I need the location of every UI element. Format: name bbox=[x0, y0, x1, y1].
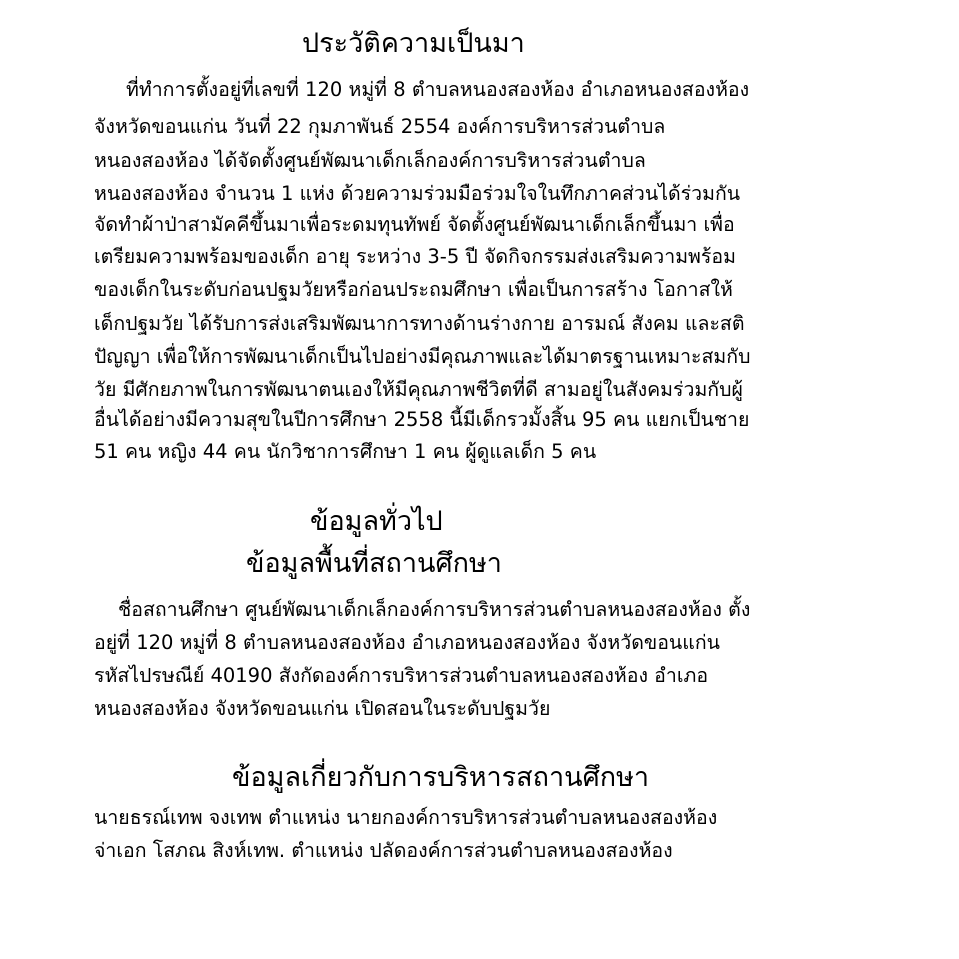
area-line-3: รหัสไปรษณีย์ 40190 สังกัดองค์การบริหารส่วนตำบลหนองสองห้อง อำเภอ bbox=[94, 664, 709, 687]
history-line-5: จัดทำผ้าป่าสามัคคีขึ้นมาเพื่อระดมทุนทัพย์ จัดตั้งศูนย์พัฒนาเด็กเล็กขึ้นมา เพื่อ bbox=[94, 213, 735, 236]
history-line-3: หนองสองห้อง ได้จัดตั้งศูนย์พัฒนาเด็กเล็กองค์การบริหารส่วนตำบล bbox=[94, 149, 646, 172]
admin-line-1: นายธรณ์เทพ จงเทพ ตำแหน่ง นายกองค์การบริหารส่วนตำบลหนองสองห้อง bbox=[94, 806, 718, 829]
area-line-2: อยู่ที่ 120 หมู่ที่ 8 ตำบลหนองสองห้อง อำเภอหนองสองห้อง จังหวัดขอนแก่น bbox=[94, 631, 720, 654]
area-info-heading: ข้อมูลพื้นที่สถานศึกษา bbox=[246, 548, 502, 579]
history-line-8: เด็กปฐมวัย ได้รับการส่งเสริมพัฒนาการทางด้านร่างกาย อารมณ์ สังคม และสติ bbox=[94, 312, 745, 335]
history-line-12: 51 คน หญิง 44 คน นักวิชาการศึกษา 1 คน ผู้ดูแลเด็ก 5 คน bbox=[94, 440, 597, 463]
history-line-11: อื่นได้อย่างมีความสุขในปีการศึกษา 2558 นี้มีเด็กรวมั้งสิ้น 95 คน แยกเป็นชาย bbox=[94, 408, 750, 431]
history-line-10: วัย มีศักยภาพในการพัฒนาตนเองให้มีคุณภาพชีวิตที่ดี สามอยู่ในสังคมร่วมกับผู้ bbox=[94, 378, 743, 401]
history-line-6: เตรียมความพร้อมของเด็ก อายุ ระหว่าง 3-5 ปี จัดกิจกรรมส่งเสริมความพร้อม bbox=[94, 245, 736, 268]
area-line-1: ชื่อสถานศึกษา ศูนย์พัฒนาเด็กเล็กองค์การบริหารส่วนตำบลหนองสองห้อง ตั้ง bbox=[118, 598, 751, 621]
history-line-2: จังหวัดขอนแก่น วันที่ 22 กุมภาพันธ์ 2554 องค์การบริหารส่วนตำบล bbox=[94, 115, 666, 138]
admin-info-heading: ข้อมูลเกี่ยวกับการบริหารสถานศึกษา bbox=[232, 762, 650, 793]
general-info-heading: ข้อมูลทั่วไป bbox=[310, 506, 443, 537]
history-heading: ประวัติความเป็นมา bbox=[302, 28, 525, 59]
area-line-4: หนองสองห้อง จังหวัดขอนแก่น เปิดสอนในระดับปฐมวัย bbox=[94, 697, 551, 720]
history-line-1: ที่ทำการตั้งอยู่ที่เลขที่ 120 หมู่ที่ 8 ตำบลหนองสองห้อง อำเภอหนองสองห้อง bbox=[126, 78, 750, 101]
history-line-9: ปัญญา เพื่อให้การพัฒนาเด็กเป็นไปอย่างมีคุณภาพและได้มาตรฐานเหมาะสมกับ bbox=[94, 345, 751, 368]
history-line-7: ของเด็กในระดับก่อนปฐมวัยหรือก่อนประถมศึกษา เพื่อเป็นการสร้าง โอกาสให้ bbox=[94, 278, 733, 301]
admin-line-2: จ่าเอก โสภณ สิงห์เทพ. ตำแหน่ง ปลัดองค์การส่วนตำบลหนองสองห้อง bbox=[94, 839, 673, 862]
history-line-4: หนองสองห้อง จำนวน 1 แห่ง ด้วยความร่วมมือร่วมใจในทึกภาคส่วนได้ร่วมกัน bbox=[94, 182, 741, 205]
